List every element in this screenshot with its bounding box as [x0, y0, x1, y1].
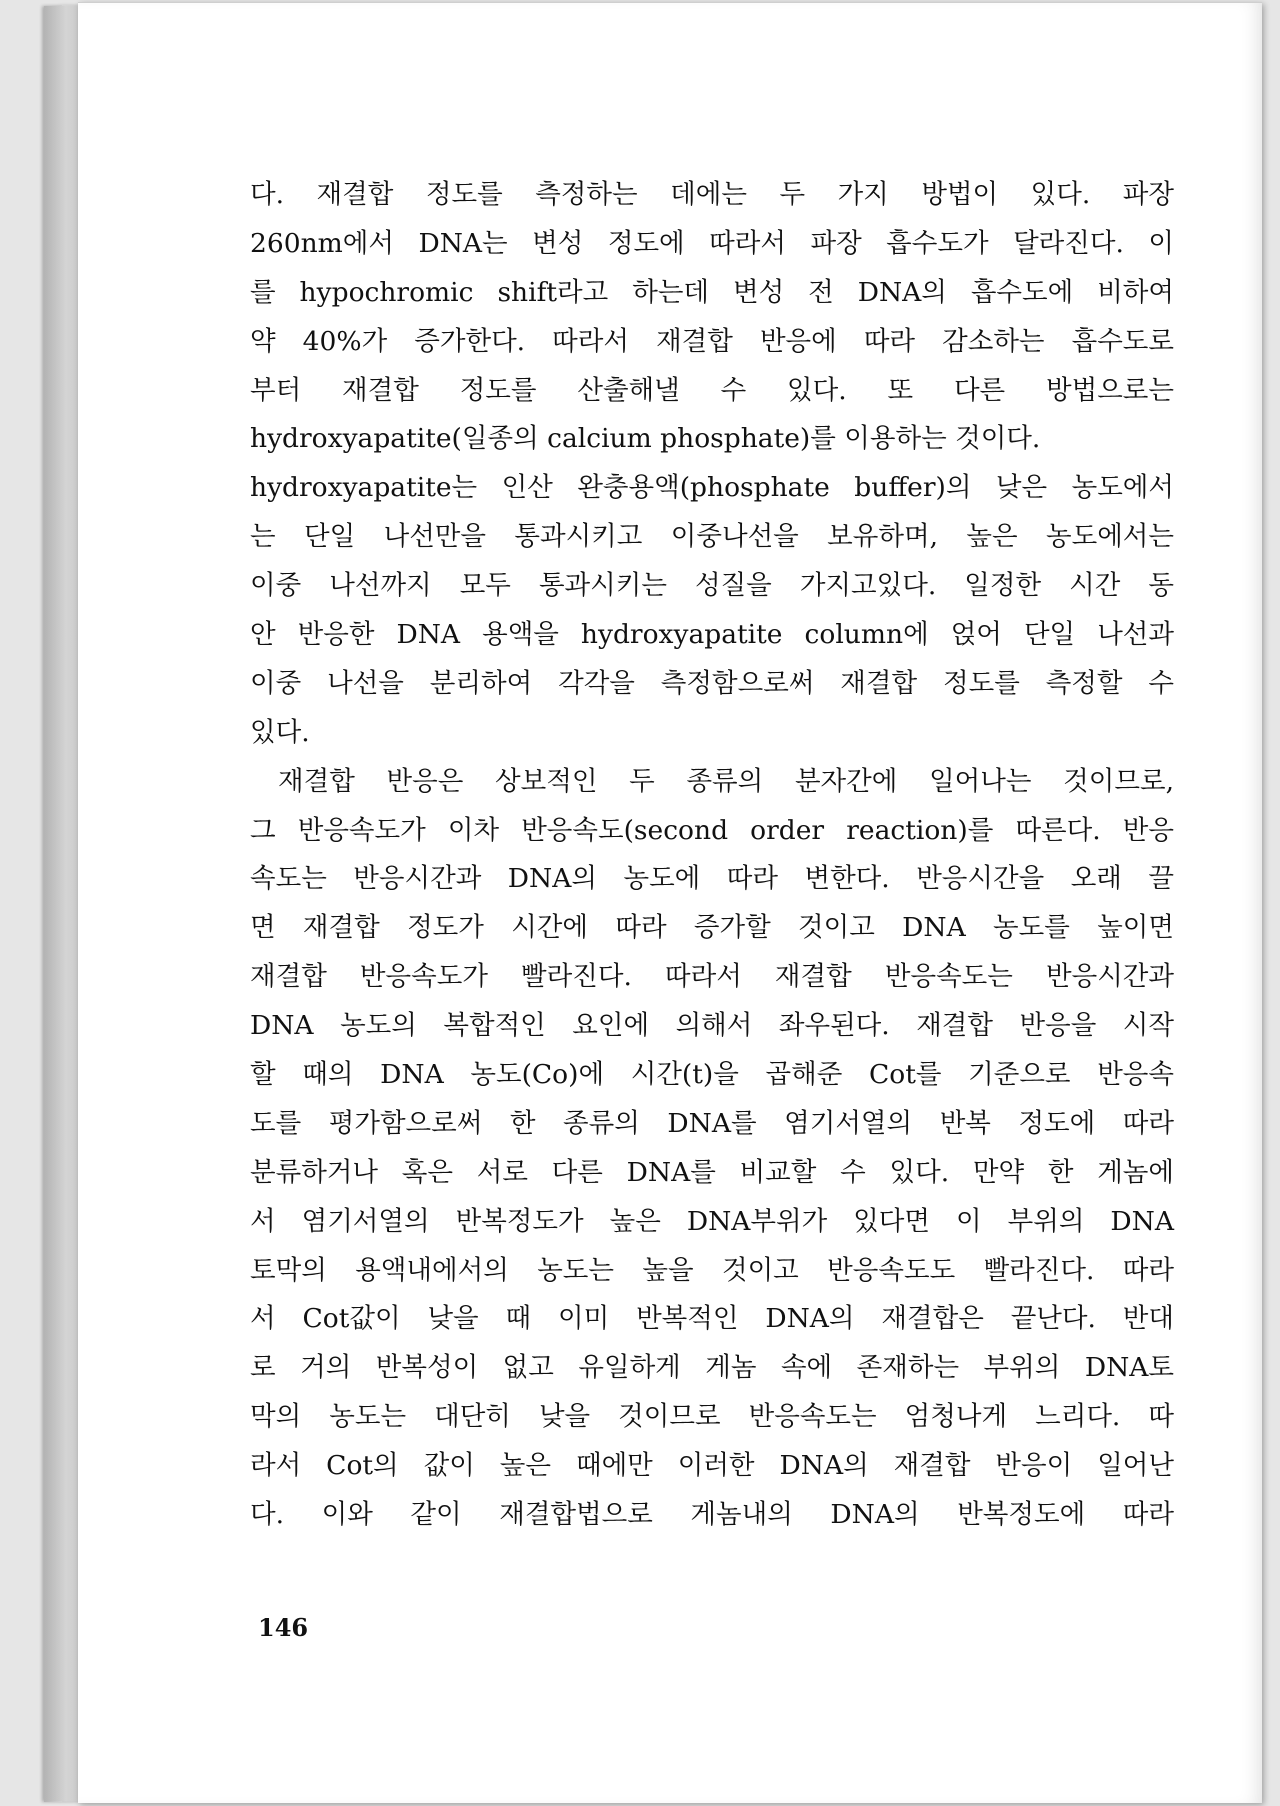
text-line: 속도는 반응시간과 DNA의 농도에 따라 변한다. 반응시간을 오래 끌 — [250, 863, 1174, 895]
text-line: 이중 나선을 분리하여 각각을 측정함으로써 재결합 정도를 측정할 수 — [250, 667, 1174, 699]
book-page — [78, 2, 1262, 1803]
text-line: 다. 재결합 정도를 측정하는 데에는 두 가지 방법이 있다. 파장 — [250, 179, 1174, 210]
text-line: 분류하거나 혹은 서로 다른 DNA를 비교할 수 있다. 만약 한 게놈에 — [250, 1156, 1174, 1188]
text-line: 재결합 반응은 상보적인 두 종류의 분자간에 일어나는 것이므로, — [278, 765, 1174, 797]
text-line: hydroxyapatite(일종의 calcium phosphate)를 이용하는 것이다. — [250, 423, 1041, 455]
body-text — [250, 171, 1174, 1540]
text-line: 로 거의 반복성이 없고 유일하게 게놈 속에 존재하는 부위의 DNA토 — [250, 1352, 1174, 1384]
text-line: 재결합 반응속도가 빨라진다. 따라서 재결합 반응속도는 반응시간과 — [250, 961, 1174, 993]
text-line: 서 염기서열의 반복정도가 높은 DNA부위가 있다면 이 부위의 DNA — [250, 1205, 1174, 1237]
page-number: 146 — [258, 1613, 309, 1642]
text-line: 부터 재결합 정도를 산출해낼 수 있다. 또 다른 방법으로는 — [250, 374, 1174, 406]
text-line: hydroxyapatite는 인산 완충용액(phosphate buffer)의 낮은 농도에서 — [250, 472, 1174, 504]
text-line: 할 때의 DNA 농도(Co)에 시간(t)을 곱해준 Cot를 기준으로 반응속 — [250, 1059, 1174, 1091]
text-line: 서 Cot값이 낮을 때 이미 반복적인 DNA의 재결합은 끝난다. 반대 — [250, 1303, 1174, 1335]
text-line: 막의 농도는 대단히 낮을 것이므로 반응속도는 엄청나게 느리다. 따 — [250, 1401, 1174, 1433]
text-line: 다. 이와 같이 재결합법으로 게놈내의 DNA의 반복정도에 따라 — [250, 1499, 1174, 1531]
text-line: 안 반응한 DNA 용액을 hydroxyapatite column에 얹어 단일 나선과 — [250, 619, 1174, 651]
text-line: 그 반응속도가 이차 반응속도(second order reaction)를 따른다. 반응 — [250, 814, 1174, 846]
text-line: 는 단일 나선만을 통과시키고 이중나선을 보유하며, 높은 농도에서는 — [250, 521, 1174, 553]
paragraph-3 — [250, 758, 1174, 1540]
text-line: 약 40%가 증가한다. 따라서 재결합 반응에 따라 감소하는 흡수도로 — [250, 325, 1174, 357]
text-line: 토막의 용액내에서의 농도는 높을 것이고 반응속도도 빨라진다. 따라 — [250, 1254, 1174, 1286]
text-line: DNA 농도의 복합적인 요인에 의해서 좌우된다. 재결합 반응을 시작 — [250, 1010, 1174, 1042]
text-line: 있다. — [250, 716, 310, 748]
paragraph-1 — [250, 171, 1174, 464]
paragraph-2 — [250, 464, 1174, 757]
text-line: 를 hypochromic shift라고 하는데 변성 전 DNA의 흡수도에 비하여 — [250, 276, 1174, 308]
text-line: 260nm에서 DNA는 변성 정도에 따라서 파장 흡수도가 달라진다. 이 — [250, 227, 1174, 259]
text-line: 도를 평가함으로써 한 종류의 DNA를 염기서열의 반복 정도에 따라 — [250, 1107, 1174, 1139]
text-line: 면 재결합 정도가 시간에 따라 증가할 것이고 DNA 농도를 높이면 — [250, 912, 1174, 944]
text-line: 이중 나선까지 모두 통과시키는 성질을 가지고있다. 일정한 시간 동 — [250, 570, 1174, 602]
text-line: 라서 Cot의 값이 높은 때에만 이러한 DNA의 재결합 반응이 일어난 — [250, 1450, 1174, 1482]
